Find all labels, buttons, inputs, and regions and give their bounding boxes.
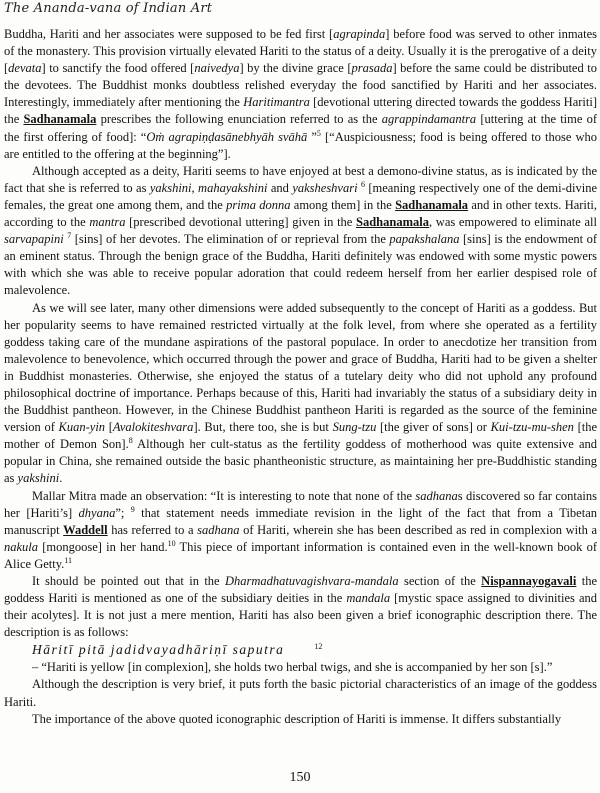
linked-term: Sadhanamala xyxy=(395,197,469,212)
italic-term: Kui-tzu-mu-shen xyxy=(490,420,574,435)
italic-term: mahayakshini xyxy=(198,180,268,195)
text-run: of Hariti, wherein she has been described as red in complexion with a xyxy=(239,522,597,537)
text-run: ] before food was served to other inmates of the monastery. This provision virtually elevated Hariti to the status of a deity. Usually it is the prerogative of a deity [ xyxy=(4,27,597,76)
footnote-marker: 5 xyxy=(316,128,321,138)
text-run: [mystic space assigned to divinities and their acolytes]. It is not just a mere mention, Hariti has also been given a brief iconographic description there. The description is as follows: xyxy=(4,591,597,640)
text-run: The importance of the above quoted iconographic description of Hariti is immense. It differs substantially xyxy=(32,711,562,726)
text-run: Hāritī pitā jadidvayadhāriṇī saputra xyxy=(32,642,285,658)
text-run: Although accepted as a deity, Hariti seems to have enjoyed at best a demono-divine status, as is indicated by the fact that she is referred to as xyxy=(4,163,597,195)
footnote-marker: 7 xyxy=(67,230,72,240)
text-run: section of the xyxy=(398,574,482,588)
text-run: among them] in the xyxy=(290,197,396,212)
text-run: Although the description is very brief, it puts forth the basic pictorial characteristics of an image of the goddess Hariti. xyxy=(4,677,597,709)
italic-term: sadhana xyxy=(415,488,458,503)
footnote-marker: 6 xyxy=(360,179,365,189)
text-run: ]. But, there too, she is but xyxy=(193,420,333,435)
paragraph xyxy=(4,659,597,676)
text-run: , was empowered to eliminate all xyxy=(428,215,597,230)
linked-term: Nispannayogavali xyxy=(481,574,577,588)
text-run: prescribes the following enunciation referred to as the xyxy=(96,112,382,127)
italic-term: Kuan-yin xyxy=(58,420,106,435)
text-run: [“Auspiciousness; food is being offered to those who are entitled to the offering at the beginning”]. xyxy=(4,129,597,161)
running-head: The Ananda-vana of Indian Art xyxy=(4,1,213,16)
italic-term: nakula xyxy=(4,539,39,554)
italic-term: papakshalana xyxy=(389,232,460,247)
text-run: This piece of important information is contained even in the well-known book of Alice Getty. xyxy=(4,539,597,571)
text-run: the goddess Hariti is mentioned as one of the subsidiary deities in the xyxy=(4,574,597,606)
text-run: As we will see later, many other dimensions were added subsequently to the concept of Hariti as a goddess. But her popularity seems to have remained restricted virtually at the folk level, from where she operated as a fertility goddess taking care of the mundane aspirations of the pastoral populace. In order to anecdotize her transition from malevolence to benevolence, which occurred through the power and grace of Buddha, Hariti had to be given a shelter in Buddhist monasteries. Otherwise, she enjoyed the status of a tutelary deity who did not uphold any profound philosophical doctrine of importance. Perhaps because of this, Hariti had invariably the status of a subsidiary deity in the Buddhist pantheon. However, in the Chinese Buddhist pantheon Hariti is regarded as the source of the feminine version of xyxy=(4,300,597,435)
italic-term: Oṁ agrapiṇḍasānebhyāh svāhā xyxy=(146,129,308,144)
italic-term: Haritimantra xyxy=(243,95,310,110)
text-run: [meaning respectively one of the demi-divine females, the great one among them, and the xyxy=(4,180,598,212)
footnote-marker: 9 xyxy=(130,504,135,514)
paragraph xyxy=(4,300,597,488)
italic-term: prasada xyxy=(351,61,393,76)
text-run: . xyxy=(59,471,63,486)
italic-term: Dharmadhatuvagishvara-mandala xyxy=(224,574,399,588)
linked-term: Sadhanamala xyxy=(23,112,97,127)
italic-term: sarvapapini xyxy=(4,232,64,247)
text-run: [sins] is the endowment of an eminent status. Through the benign grace of the Buddha, Hariti definitely was endowed with some mystic powers with which she was able to receive popular adoration that could redeem herself from her earlier despised role of malevolence. xyxy=(4,232,597,298)
italic-term: Avalokiteshvara xyxy=(112,420,194,435)
text-run: [sins] of her devotes. The elimination of or reprieval from the xyxy=(71,232,390,247)
italic-term: yaksheshvari xyxy=(292,180,358,195)
text-run: Although her cult-status as the fertility goddess of motherhood was quite extensive and popular in China, she remained outside the basic phantheonistic structure, as maintaining her pre-Buddhistic standing as xyxy=(4,437,598,486)
text-run: ] to sanctify the food offered [ xyxy=(41,61,195,76)
italic-term: naivedya xyxy=(194,61,240,76)
text-run: [the mother of Demon Son]. xyxy=(4,420,598,452)
text-run: ] by the divine grace [ xyxy=(239,61,352,76)
linked-term: Waddell xyxy=(63,522,108,537)
italic-term: sadhana xyxy=(197,522,240,537)
text-run: [devotional uttering directed towards the goddess Hariti] the xyxy=(4,95,597,127)
text-run: – “Hariti is yellow [in complexion], she holds two herbal twigs, and she is accompanied by her son [s].” xyxy=(32,660,553,675)
paragraph xyxy=(4,641,597,659)
text-run: [ xyxy=(105,420,113,435)
linked-term: Sadhanamala xyxy=(356,215,429,230)
italic-term: devata xyxy=(8,61,42,76)
page-number: 150 xyxy=(289,770,311,785)
text-run: ] before the same could be distributed to the devotees. The Buddhist monks doubtless relished everyday the food sanctified by Hariti and her associates. Interestingly, immediately after mentioning the xyxy=(4,61,597,110)
paragraph xyxy=(4,163,597,300)
text-run: Buddha, Hariti and her associates were supposed to be fed first [ xyxy=(4,27,334,41)
footnote-marker: 8 xyxy=(128,436,133,446)
body-text xyxy=(4,26,597,728)
text-run: has referred to a xyxy=(107,522,198,537)
italic-term: Sung-tzu xyxy=(332,420,377,435)
text-run: and xyxy=(267,180,293,195)
paragraph xyxy=(4,573,597,641)
text-run: [mongoose] in her hand. xyxy=(38,539,168,554)
italic-term: yakshini xyxy=(149,180,192,195)
italic-term: yakshini xyxy=(17,471,60,486)
paragraph xyxy=(4,676,597,710)
paragraph xyxy=(4,488,597,573)
italic-term: agrapinda xyxy=(333,27,386,41)
text-run: that statement needs immediate revision in the light of the fact that from a Tibetan manuscript xyxy=(4,505,597,537)
italic-term: agrappindamantra xyxy=(381,112,477,127)
italic-term: prima donna xyxy=(226,197,291,212)
footnote-marker: 12 xyxy=(314,641,323,651)
paragraph xyxy=(4,26,597,163)
text-run: Mallar Mitra made an observation: “It is interesting to note that none of the xyxy=(32,488,416,503)
text-run: [the giver of sons] or xyxy=(376,420,491,435)
text-run: [uttering at the time of the first offering of food]: “ xyxy=(4,112,597,144)
text-run: , xyxy=(191,180,199,195)
footnote-marker: 11 xyxy=(64,555,72,565)
footnote-marker: 10 xyxy=(167,538,176,548)
text-run: It should be pointed out that in the xyxy=(32,574,225,588)
text-run: and in other texts. Hariti, according to the xyxy=(4,197,597,230)
italic-term: dhyana xyxy=(78,505,116,520)
text-run: [prescribed devotional uttering] given in the xyxy=(125,215,357,230)
text-run: ” xyxy=(307,129,317,144)
italic-term: mandala xyxy=(346,591,391,606)
text-run: ”; xyxy=(115,505,131,520)
italic-term: mantra xyxy=(89,215,126,230)
text-run: s discovered so far contains her [Hariti’s] xyxy=(4,488,597,520)
paragraph xyxy=(4,711,597,728)
